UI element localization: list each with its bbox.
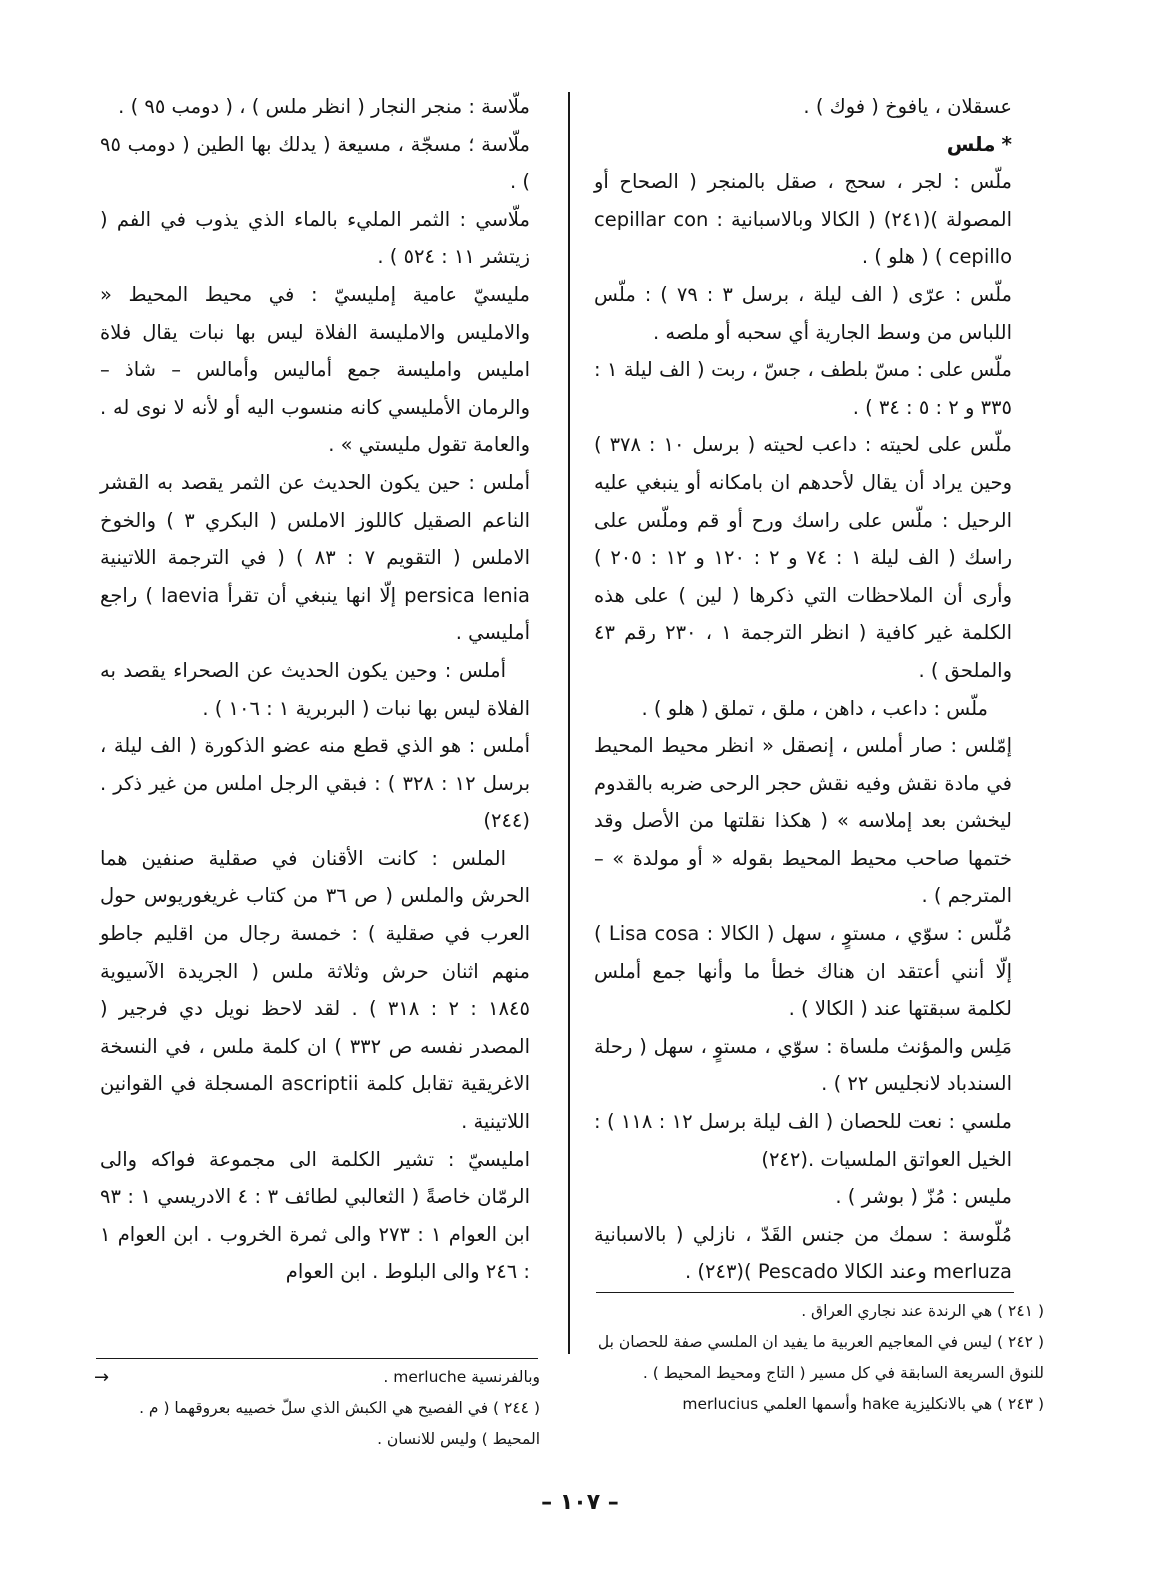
footnote-244: ( ٢٤٤ ) في الفصيح هي الكبش الذي سلّ خصييه بعروقهما ( م . المحيط ) وليس للانسان . [139, 1399, 540, 1448]
entry-mallas-2: ملّس : عرّى ( الف ليلة ، برسل ٣ : ٧٩ ) : ملّس اللباس من وسط الجارية أي سحبه أو ملصه . [594, 282, 1012, 344]
entry-mullusa: مُلّوسة : سمك من جنس القَدّ ، نازلي ( بالاسبانية merluza وعند الكالا Pescado )(٢٤٣) . [594, 1222, 1012, 1284]
entry-malis-2: مليس : مُزّ ( بوشر ) . [835, 1185, 1012, 1209]
footnote-continuation: وبالفرنسية merluche . [383, 1368, 540, 1386]
left-column [100, 88, 530, 1291]
footnote-242: ( ٢٤٢ ) ليس في المعاجيم العربية ما يفيد ان الملسي صفة للحصان بل للنوق السريعة السابقة في كل مسير ( التاج ومحيط المحيط ) . [597, 1333, 1044, 1382]
top-line: عسقلان ، يافوخ ( فوك ) . [803, 95, 1012, 118]
entry-malisi: مليسيّ عامية إمليسيّ : في محيط المحيط « والامليس والامليسة الفلاة ليس بها نبات يقال فلاة امليس وامليسة جمع أماليس وأمالس – شاذ – والرمان الأمليسي كانه منسوب اليه أو لأنه لا نوى له . والعامة تقول مليستي » . [100, 282, 530, 457]
continuation-arrow-icon: → [94, 1367, 110, 1388]
entry-amlas-desert: أملس : وحين يكون الحديث عن الصحراء يقصد به الفلاة ليس بها نبات ( البربرية ١ : ١٠٦ ) . [100, 658, 530, 720]
footnote-rule-right [596, 1292, 1014, 1293]
right-column [594, 88, 1012, 1291]
footnote-241: ( ٢٤١ ) هي الرندة عند نجاري العراق . [801, 1302, 1044, 1320]
entry-mallas-1: ملّس : لجر ، سحج ، صقل بالمنجر ( الصحاح أو المصولة )(٢٤١) ( الكالا وبالاسبانية : cepillar con cepillo ) ( هلو ) . [594, 170, 1012, 269]
entry-amlas-3: أملس : هو الذي قطع منه عضو الذكورة ( الف ليلة ، برسل ١٢ : ٣٢٨ ) : فبقي الرجل املس من غير ذكر .(٢٤٤) [100, 734, 530, 833]
footnote-243: ( ٢٤٣ ) هي بالانكليزية hake وأسمها العلمي merlucius [682, 1395, 1044, 1413]
entry-mallas-ala-lihyatih: ملّس على لحيته : داعب لحيته ( برسل ١٠ : ٣٧٨ ) وحين يراد أن يقال لأحدهم ان بامكانه أو ينبغي عليه الرحيل : ملّس على راسك ورح أو قم وملّس على راسك ( الف ليلة ١ : ٧٤ و ٢ : ١٢٠ و ١٢ : ٢٠٥ ) وأرى أن الملاحظات التي ذكرها ( لين ) على هذه الكلمة غير كافية ( انظر الترجمة ١ ، ٢٣٠ رقم ٤٣ والملحق ) . [594, 433, 1013, 682]
entry-malsi: ملسي : نعت للحصان ( الف ليلة برسل ١٢ : ١١٨ ) : الخيل العواتق الملسيات .(٢٤٢) [594, 1110, 1013, 1171]
entry-mallasa-2: ملّاسة ؛ مسجّة ، مسيعة ( يدلك بها الطين ( دومب ٩٥ ) . [100, 132, 530, 194]
column-divider [568, 92, 570, 1354]
entry-mallas-ala: ملّس على : مسّ بلطف ، جسّ ، ربت ( الف ليلة ١ : ٣٣٥ و ٢ : ٥ : ٣٤ ) . [594, 358, 1012, 419]
entry-amlas-fruit: أملس : حين يكون الحديث عن الثمر يقصد به القشر الناعم الصقيل كاللوز الاملس ( البكري ٣ ) والخوخ الاملس ( التقويم ٧ : ٨٣ ) ( في الترجمة اللاتينية persica lenia إلّا انها ينبغي أن تقرأ laevia ) راجع أمليسي . [100, 470, 531, 645]
entry-imallas: إمّلس : صار أملس ، إنصقل « انظر محيط المحيط في مادة نقش وفيه نقش حجر الرحى ضربه بالقدوم ليخشن بعد إملاسه » ( هكذا نقلتها من الأصل وقد ختمها صاحب محيط المحيط بقوله « أو مولدة » – المترجم ) . [594, 734, 1012, 908]
footnotes-right [596, 1296, 1044, 1420]
page-number: – ١٠٧ – [541, 1490, 619, 1515]
entry-mallas-3: ملّس : داعب ، داهن ، ملق ، تملق ( هلو ) . [641, 696, 988, 720]
entry-mallasi: ملّاسي : الثمر المليء بالماء الذي يذوب في الفم ( زيتشر ١١ : ٥٢٤ ) . [100, 207, 530, 269]
section-heading-text: ملس [946, 131, 996, 156]
entry-malis: مَلِس والمؤنث ملساة : سوّي ، مستوٍ ، سهل ( رحلة السندباد لانجليس ٢٢ ) . [594, 1034, 1012, 1096]
section-heading [594, 126, 1012, 164]
entry-amlisi: امليسيّ : تشير الكلمة الى مجموعة فواكه والى الرمّان خاصةً ( الثعالبي لطائف ٣ : ٤ الادريسي ١ : ٩٣ ابن العوام ١ : ٢٧٣ والى ثمرة الخروب . ابن العوام ١ : ٢٤٦ والى البلوط . ابن العوام [100, 1147, 530, 1284]
footnotes-left [94, 1362, 540, 1455]
asterisk-icon: * [1001, 131, 1012, 156]
entry-almuls: الملس : كانت الأقنان في صقلية صنفين هما الحرش والملس ( ص ٣٦ من كتاب غريغوريوس حول العرب في صقلية ) : خمسة رجال من اقليم جاطو منهم اثنان حرش وثلاثة ملس ( الجريدة الآسيوية ١٨٤٥ : ٢ : ٣١٨ ) . لقد لاحظ نويل دي فرجير ( المصدر نفسه ص ٣٣٢ ) ان كلمة ملس ، في النسخة الاغريقية تقابل كلمة ascriptii المسجلة في القوانين اللاتينية . [100, 846, 531, 1134]
footnote-continuation-row [94, 1362, 540, 1393]
entry-mallasa: ملّاسة : منجر النجار ( انظر ملس ) ، ( دومب ٩٥ ) . [118, 95, 530, 118]
entry-mullas: مُلّس : سوّي ، مستوٍ ، سهل ( الكالا : Lisa cosa ) إلّا أنني أعتقد ان هناك خطأ ما وأنها جمع أملس لكلمة سبقتها عند ( الكالا ) . [594, 922, 1012, 1021]
footnote-rule-left [96, 1358, 538, 1359]
